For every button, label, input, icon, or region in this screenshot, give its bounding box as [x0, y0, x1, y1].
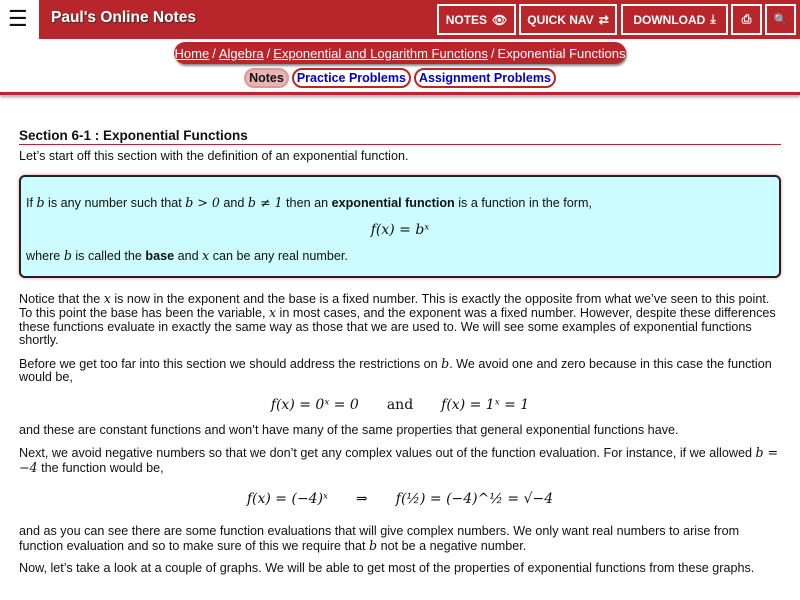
definition-base-text — [26, 249, 774, 264]
inline-math: b — [36, 194, 45, 210]
equation: f(x) = 1ˣ = 1 — [441, 396, 530, 413]
print-button[interactable] — [731, 4, 762, 35]
equation-and: and — [386, 396, 414, 413]
text-segment: is a function in the form, — [454, 195, 592, 210]
inline-math: b — [441, 355, 450, 371]
text-segment: and these are constant functions and won’t have many of the same properties that general exponential functions have. — [19, 422, 679, 437]
quick-nav-label: QUICK NAV — [527, 12, 594, 27]
main-content — [19, 128, 781, 585]
bold-term: base — [145, 249, 175, 263]
notes-button[interactable] — [437, 4, 516, 35]
content-tabs — [0, 68, 800, 88]
equation-negative-base — [19, 491, 781, 507]
header-divider — [0, 92, 800, 95]
paragraph — [19, 446, 781, 475]
inline-math: b — [63, 248, 72, 263]
text-segment: then an — [282, 195, 332, 210]
equation: f(x) = (−4)ˣ — [246, 491, 329, 507]
text-segment: Next, we avoid negative numbers so that we don’t get any complex values out of the function evaluation. For instance, if we allowed — [19, 446, 756, 460]
text-segment: Notice that the — [19, 291, 104, 306]
text-segment: can be any real number. — [209, 249, 348, 263]
text-segment: is any number such that — [44, 195, 186, 210]
search-button[interactable] — [765, 4, 796, 35]
text-segment: If — [26, 195, 37, 210]
text-segment: is called the — [71, 249, 146, 263]
paragraph — [19, 562, 781, 576]
equation: f(x) = 0ˣ = 0 — [270, 396, 359, 413]
top-bar — [0, 0, 800, 39]
menu-icon[interactable]: ☰ — [8, 6, 28, 31]
tab-practice-problems[interactable]: Practice Problems — [292, 68, 411, 88]
download-icon: ⤓ — [710, 12, 716, 26]
section-title: Section 6-1 : Exponential Functions — [19, 128, 781, 145]
text-segment: Let’s start off this section with the definition of an exponential function. — [19, 149, 409, 163]
text-segment: where — [26, 249, 64, 263]
quick-nav-button[interactable] — [519, 4, 617, 35]
inline-math: x — [268, 305, 277, 320]
definition-box — [19, 175, 781, 278]
breadcrumb-algebra[interactable]: Algebra — [218, 45, 264, 61]
breadcrumb: Home / Algebra / Exponential and Logarithm Functions / Exponential Functions — [174, 42, 626, 64]
implies-arrow: ⇒ — [356, 491, 368, 507]
breadcrumb-home[interactable]: Home — [174, 45, 210, 61]
download-label: DOWNLOAD — [633, 12, 706, 27]
tab-notes[interactable]: Notes — [244, 68, 289, 88]
breadcrumb-exp-log[interactable]: Exponential and Logarithm Functions — [273, 45, 488, 61]
paragraph — [19, 357, 781, 385]
bold-term: exponential function — [331, 195, 455, 210]
definition-formula: f(x) = bˣ — [370, 222, 430, 238]
search-icon: 🔍 — [773, 14, 788, 26]
inline-math: b > 0 — [185, 194, 220, 210]
inline-math: b ≠ 1 — [247, 194, 283, 210]
inline-math: x — [202, 248, 210, 263]
inline-math: b = −4 — [19, 445, 779, 475]
equation: f(½) = (−4)^½ = √−4 — [395, 491, 554, 507]
definition-text — [26, 196, 774, 211]
site-title[interactable]: Paul's Online Notes — [51, 9, 196, 26]
paragraph — [19, 424, 781, 438]
text-segment: and — [174, 249, 203, 263]
intro-paragraph — [19, 150, 781, 164]
text-segment: . We avoid one and zero because in this case the function would be, — [19, 356, 772, 384]
text-segment: in most cases, and the exponent was a fixed number. However, despite these differences these functions evaluate in exactly the same way as those that we are used to. We will see some examples of exponential functions shortly. — [19, 306, 776, 347]
text-segment: and as you can see there are some function evaluations that will give complex numbers. We only want real numbers to arise from function evaluation and so to make sure of this we require that — [19, 524, 740, 553]
breadcrumb-current: Exponential Functions — [497, 45, 626, 61]
tab-assignment-problems[interactable]: Assignment Problems — [414, 68, 556, 88]
text-segment: the function would be, — [37, 460, 164, 475]
download-button[interactable] — [621, 4, 728, 35]
paragraph — [19, 292, 781, 348]
inline-math: b — [369, 537, 378, 553]
paragraph — [19, 525, 781, 553]
equation-constant-functions — [19, 397, 781, 413]
inline-math: x — [103, 290, 111, 306]
text-segment: Before we get too far into this section we should address the restrictions on — [19, 356, 442, 371]
swap-arrows-icon: ⇄ — [598, 12, 609, 27]
eye-icon: 👁 — [492, 12, 508, 27]
text-segment: and — [219, 195, 248, 210]
text-segment: Now, let’s take a look at a couple of graphs. We will be able to get most of the properties of exponential functions from these graphs. — [19, 561, 755, 575]
print-icon: ⎙ — [741, 12, 752, 26]
notes-label: NOTES — [445, 12, 488, 27]
text-segment: is now in the exponent and the base is a fixed number. This is exactly the opposite from what we’ve seen to this point. To this point the base has been the variable, — [19, 291, 770, 320]
text-segment: not be a negative number. — [377, 538, 527, 553]
